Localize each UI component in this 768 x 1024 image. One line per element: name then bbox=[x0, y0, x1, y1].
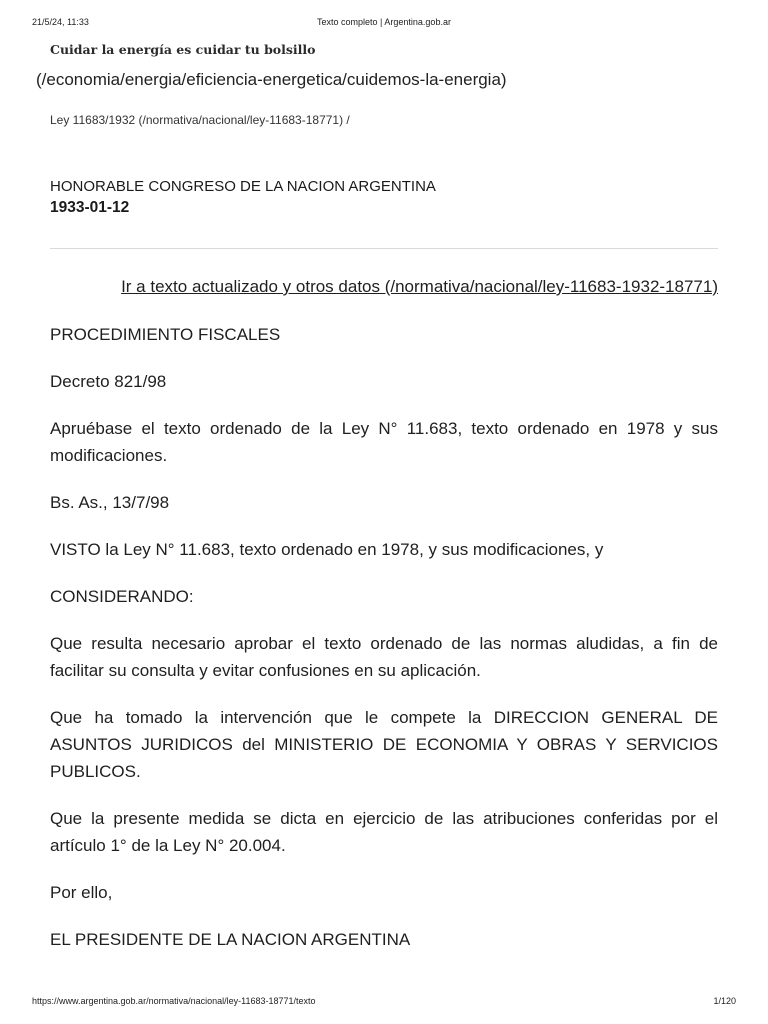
print-datetime: 21/5/24, 11:33 bbox=[32, 17, 89, 27]
body-paragraph: CONSIDERANDO: bbox=[50, 587, 194, 606]
print-url: https://www.argentina.gob.ar/normativa/nacional/ley-11683-18771/texto bbox=[32, 996, 316, 1006]
body-paragraph: EL PRESIDENTE DE LA NACION ARGENTINA bbox=[50, 930, 411, 949]
body-paragraph: Que la presente medida se dicta en ejercicio de las atribuciones conferidas por el artículo 1° de la Ley N° 20.004. bbox=[50, 809, 718, 855]
energy-promo-path: (/economia/energia/eficiencia-energetica/cuidemos-la-energia) bbox=[36, 70, 507, 89]
print-page-number: 1/120 bbox=[713, 996, 736, 1006]
body-paragraph: Por ello, bbox=[50, 883, 113, 902]
body-paragraph: Apruébase el texto ordenado de la Ley N° 11.683, texto ordenado en 1978 y sus modificaciones. bbox=[50, 419, 718, 465]
document-issuer: HONORABLE CONGRESO DE LA NACION ARGENTINA bbox=[50, 178, 436, 195]
document-body bbox=[50, 321, 718, 973]
section-divider bbox=[50, 248, 718, 249]
print-header bbox=[32, 17, 736, 29]
breadcrumb[interactable]: Ley 11683/1932 (/normativa/nacional/ley-11683-18771) / bbox=[50, 113, 350, 127]
body-paragraph: Que resulta necesario aprobar el texto ordenado de las normas aludidas, a fin de facilitar su consulta y evitar confusiones en su aplicación. bbox=[50, 634, 718, 680]
body-paragraph: Que ha tomado la intervención que le compete la DIRECCION GENERAL DE ASUNTOS JURIDICOS del MINISTERIO DE ECONOMIA Y OBRAS Y SERVICIOS PUBLICOS. bbox=[50, 708, 718, 781]
print-page-title: Texto completo | Argentina.gob.ar bbox=[317, 17, 451, 27]
body-paragraph: PROCEDIMIENTO FISCALES bbox=[50, 325, 281, 344]
document-date: 1933-01-12 bbox=[50, 199, 130, 216]
updated-text-link[interactable]: Ir a texto actualizado y otros datos (/normativa/nacional/ley-11683-1932-18771) bbox=[121, 277, 718, 296]
energy-promo-link[interactable]: Cuidar la energía es cuidar tu bolsillo bbox=[50, 42, 316, 57]
body-paragraph: Bs. As., 13/7/98 bbox=[50, 493, 170, 512]
print-footer bbox=[32, 996, 736, 1008]
body-paragraph: Decreto 821/98 bbox=[50, 372, 167, 391]
body-paragraph: VISTO la Ley N° 11.683, texto ordenado en 1978, y sus modificaciones, y bbox=[50, 540, 604, 559]
